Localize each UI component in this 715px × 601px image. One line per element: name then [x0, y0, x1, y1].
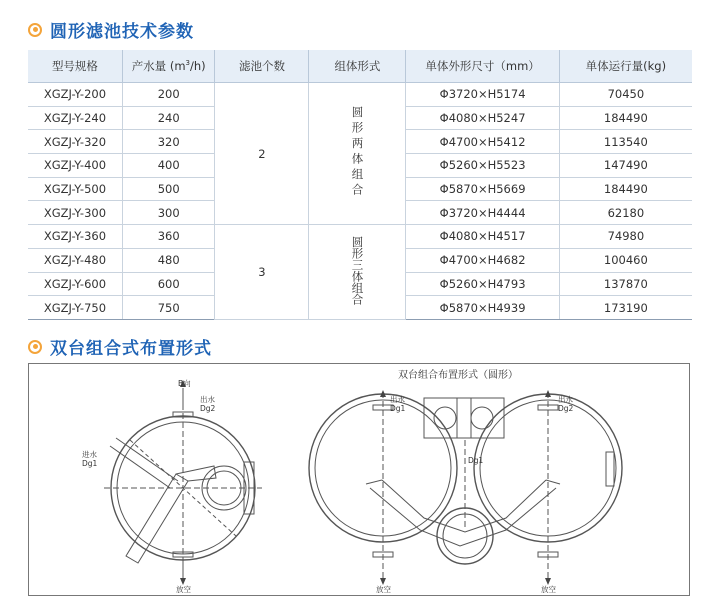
section-title-text: 圆形滤池技术参数	[50, 22, 194, 42]
section-title-text: 双台组合式布置形式	[50, 339, 212, 359]
label-inlet: 进水	[82, 450, 97, 459]
cell-weight: 70450	[559, 83, 692, 107]
cell-model: XGZJ-Y-300	[28, 201, 122, 225]
cell-model: XGZJ-Y-400	[28, 154, 122, 178]
cell-water: 200	[122, 83, 215, 107]
cell-model: XGZJ-Y-480	[28, 248, 122, 272]
header-unit-weight: 单体运行量(kg)	[559, 50, 692, 83]
label-center-dg: Dg1	[468, 456, 484, 465]
label-outlet-dg: Dg1	[390, 404, 406, 413]
cell-weight: 62180	[559, 201, 692, 225]
label-outlet: 出水	[390, 395, 405, 404]
cell-model: XGZJ-Y-600	[28, 272, 122, 296]
header-group-form: 组体形式	[309, 50, 406, 83]
label-b-direction: B向	[178, 379, 191, 388]
cell-weight: 147490	[559, 154, 692, 178]
cell-weight: 100460	[559, 248, 692, 272]
cell-model: XGZJ-Y-750	[28, 296, 122, 320]
cell-size: Φ3720×H4444	[406, 201, 559, 225]
label-drain: 放空	[376, 585, 391, 594]
cell-weight: 173190	[559, 296, 692, 320]
cell-size: Φ5260×H4793	[406, 272, 559, 296]
label-outlet-dg: Dg2	[200, 404, 216, 413]
cell-size: Φ5260×H5523	[406, 154, 559, 178]
cell-water: 240	[122, 106, 215, 130]
drawing-caption: 双台组合布置形式（圆形）	[398, 370, 518, 381]
arrow-down-icon	[180, 578, 186, 585]
cell-model: XGZJ-Y-240	[28, 106, 122, 130]
cell-size: Φ4080×H4517	[406, 225, 559, 249]
label-inlet-dg: Dg1	[82, 459, 98, 468]
cell-filter-count-group2: 3	[215, 225, 309, 320]
cell-model: XGZJ-Y-200	[28, 83, 122, 107]
label-drain: 放空	[541, 585, 556, 594]
cell-water: 500	[122, 177, 215, 201]
cell-size: Φ3720×H5174	[406, 83, 559, 107]
cell-water: 750	[122, 296, 215, 320]
cell-size: Φ4080×H5247	[406, 106, 559, 130]
cell-size: Φ4700×H4682	[406, 248, 559, 272]
arrow-down-icon	[545, 578, 551, 585]
form-text-group2: 圆形三体组合	[350, 236, 365, 305]
header-water-output: 产水量 $(m^3/h)$	[122, 50, 215, 83]
cell-size: Φ4700×H5412	[406, 130, 559, 154]
form-text-group1: 圆形两体组合	[350, 105, 365, 199]
cell-water: 360	[122, 225, 215, 249]
cell-model: XGZJ-Y-320	[28, 130, 122, 154]
label-outlet: 出水	[200, 395, 215, 404]
cell-size: Φ5870×H4939	[406, 296, 559, 320]
header-model: 型号规格	[28, 50, 122, 83]
cell-model: XGZJ-Y-360	[28, 225, 122, 249]
cell-model: XGZJ-Y-500	[28, 177, 122, 201]
label-outlet: 出水	[558, 395, 573, 404]
arrow-down-icon	[380, 578, 386, 585]
single-filter-drawing	[104, 388, 262, 578]
twin-filter-drawing	[309, 392, 622, 580]
cell-water: 480	[122, 248, 215, 272]
cell-size: Φ5870×H5669	[406, 177, 559, 201]
label-outlet-dg: Dg2	[558, 404, 574, 413]
cell-filter-count-group1: 2	[215, 83, 309, 225]
label-drain: 放空	[176, 585, 191, 594]
cell-water: 300	[122, 201, 215, 225]
cell-water: 600	[122, 272, 215, 296]
cell-weight: 113540	[559, 130, 692, 154]
cell-water: 400	[122, 154, 215, 178]
header-filter-count: 滤池个数	[215, 50, 309, 83]
cell-water: 320	[122, 130, 215, 154]
cell-weight: 184490	[559, 106, 692, 130]
cell-weight: 74980	[559, 225, 692, 249]
cell-weight: 184490	[559, 177, 692, 201]
cell-weight: 137870	[559, 272, 692, 296]
header-unit-size: 单体外形尺寸（mm）	[406, 50, 559, 83]
